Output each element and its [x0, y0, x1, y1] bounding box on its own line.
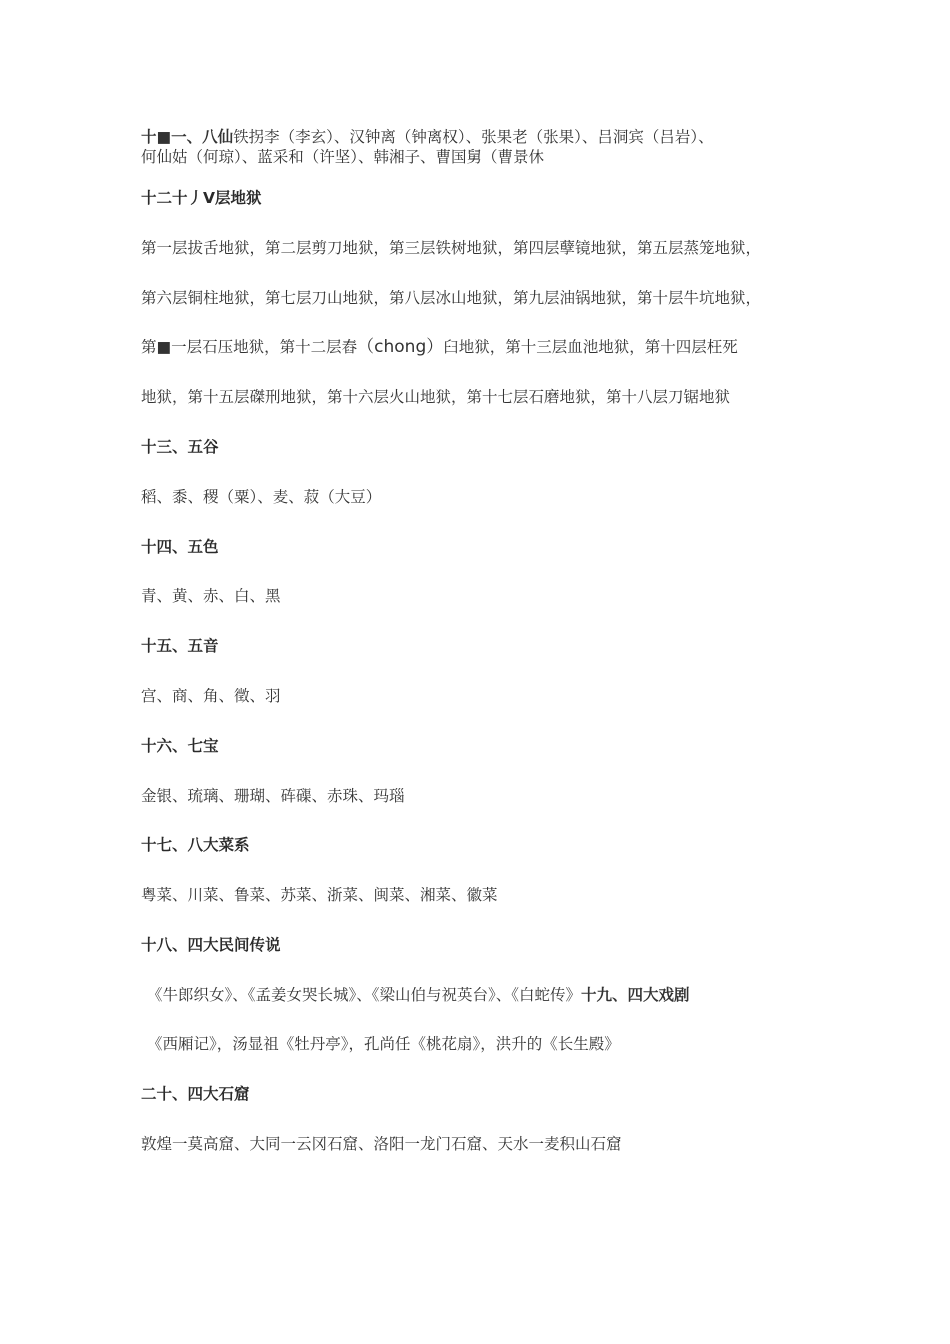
five-grains-heading: 十三、五谷	[141, 438, 219, 456]
seven-treasures-content: 金银、琉璃、珊瑚、砗磲、赤珠、玛瑙	[141, 787, 405, 805]
hells-line-1: 第一层拔舌地狱，第二层剪刀地狱，第三层铁树地狱，第四层孽镜地狱，第五层蒸笼地狱，	[141, 239, 762, 257]
four-legends-heading: 十八、四大民间传说	[141, 936, 281, 954]
four-dramas-content: 《西厢记》，汤显祖《牡丹亭》，孔尚任《桃花扇》，洪升的《长生殿》	[147, 1035, 620, 1053]
four-grottoes-content: 敦煌一莫高窟、大同一云冈石窟、洛阳一龙门石窟、天水一麦积山石窟	[141, 1135, 622, 1153]
eight-cuisines-content: 粤菜、川菜、鲁菜、苏菜、浙菜、闽菜、湘菜、徽菜	[141, 886, 498, 904]
seven-treasures-heading: 十六、七宝	[141, 737, 219, 755]
five-tones-content: 宫、商、角、徵、羽	[141, 687, 281, 705]
eight-cuisines-heading: 十七、八大菜系	[141, 836, 250, 854]
eight-immortals-line-2: 何仙姑（何琼）、蓝采和（许坚）、韩湘子、曹国舅（曹景休	[141, 148, 545, 166]
hells-line-3	[141, 337, 738, 357]
five-tones-heading: 十五、五音	[141, 637, 219, 655]
five-colors-content: 青、黄、赤、白、黑	[141, 587, 281, 605]
hells-line-4: 地狱，第十五层磔刑地狱，第十六层火山地狱，第十七层石磨地狱，第十八层刀锯地狱	[141, 388, 731, 406]
five-grains-content: 稻、黍、稷（粟）、麦、菽（大豆）	[141, 488, 382, 506]
hells-line-2: 第六层铜柱地狱，第七层刀山地狱，第八层冰山地狱，第九层油锅地狱，第十层牛坑地狱，	[141, 289, 762, 307]
five-colors-heading: 十四、五色	[141, 538, 219, 556]
hells-heading: 十二十丿Ⅴ层地狱	[141, 189, 262, 207]
eight-immortals-heading: 十■一、八仙	[141, 128, 234, 146]
four-legends-line	[147, 985, 690, 1005]
hells-line-3-part-a: 第■一层石压地狱，第十二层舂	[141, 338, 358, 356]
eight-immortals-text-1: 铁拐李（李玄）、汉钟离（钟离权）、张果老（张果）、吕洞宾（吕岩）、	[233, 128, 714, 146]
four-legends-content: 《牛郎织女》、《孟姜女哭长城》、《梁山伯与祝英台》、《白蛇传》	[147, 986, 582, 1004]
hells-line-3-pinyin: （chong）	[357, 337, 444, 357]
four-dramas-heading: 十九、四大戏剧	[581, 986, 690, 1004]
eight-immortals-line-1	[141, 127, 714, 147]
four-grottoes-heading: 二十、四大石窟	[141, 1085, 250, 1103]
hells-line-3-part-c: 臼地狱，第十三层血池地狱，第十四层枉死	[443, 338, 738, 356]
